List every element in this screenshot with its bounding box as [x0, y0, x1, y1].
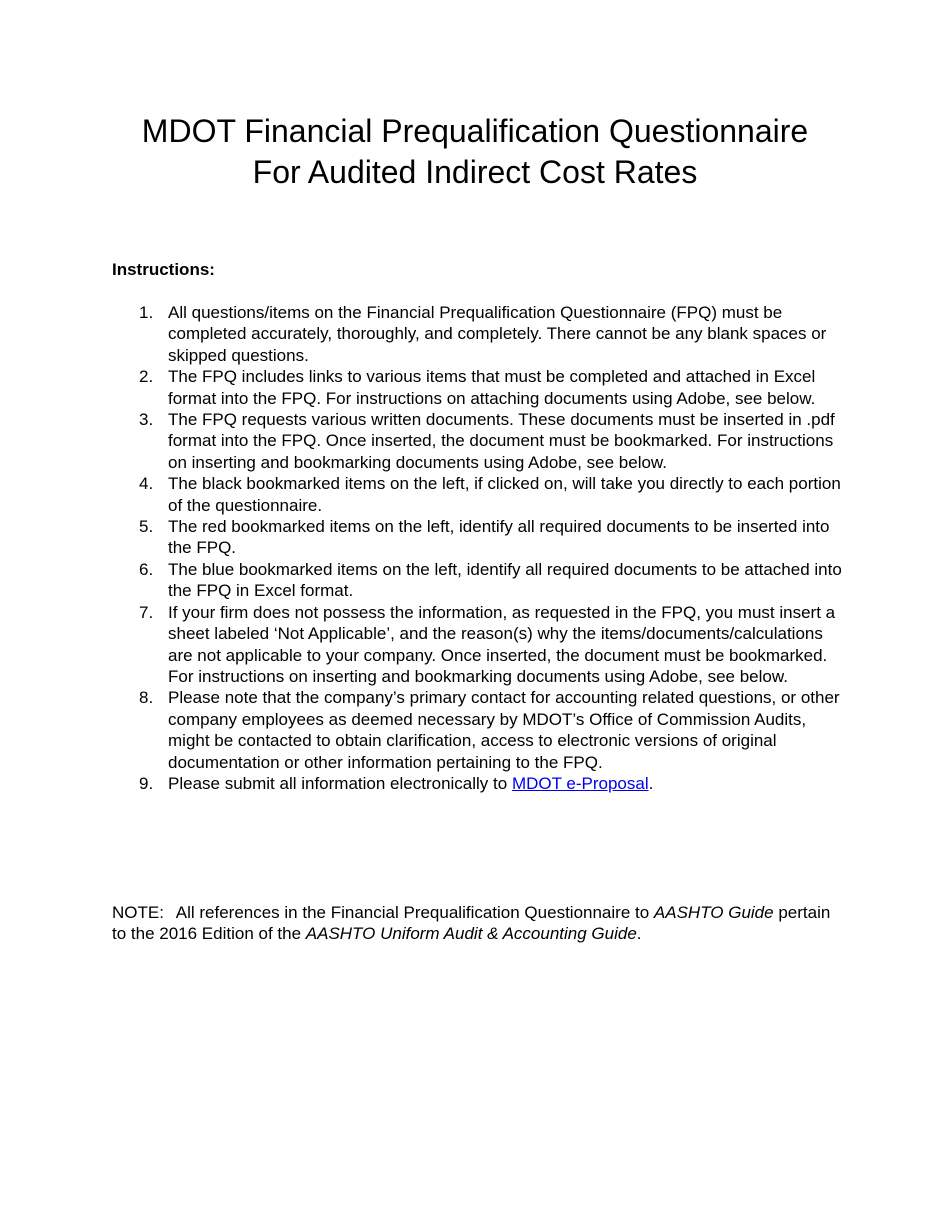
instruction-item-7 [112, 602, 842, 688]
instruction-item-4 [112, 473, 842, 516]
item-text-end: . [648, 773, 654, 793]
note-text: All references in the Financial Prequalification Questionnaire to [175, 903, 654, 922]
item-number: 8. [139, 688, 154, 708]
note-label: NOTE: [112, 903, 164, 922]
item-text: The FPQ includes links to various items that must be completed and attached in Excel format into the FPQ. For instructions on attaching documents using Adobe, see below. [168, 367, 816, 408]
instructions-heading: Instructions: [112, 260, 215, 279]
note-text-end: . [636, 924, 642, 944]
note-italic-guide: AASHTO Guide [653, 903, 774, 922]
item-number: 4. [139, 474, 154, 494]
item-number: 6. [139, 559, 154, 579]
item-text: The FPQ requests various written documents. These documents must be inserted in .pdf format into the FPQ. Once inserted, the document must be bookmarked. For instructions on inserting and bookmarking documents using Adobe, see below. [168, 410, 835, 472]
instruction-item-5 [112, 516, 842, 559]
instructions-list [112, 302, 842, 794]
item-text: Please note that the company’s primary contact for accounting related questions, or other company employees as deemed necessary by MDOT’s Office of Commission Audits, might be contacted to obtain clarification, access to electronic versions of original documentation or other information pertaining to the FPQ. [168, 688, 840, 772]
item-number: 7. [139, 602, 154, 622]
item-text: If your firm does not possess the information, as requested in the FPQ, you must insert a sheet labeled ‘Not Applicable’, and the reason(s) why the items/documents/calculations are not applicable to your company. Once inserted, the document must be bookmarked. For instructions on inserting and bookmarking documents using Adobe, see below. [168, 602, 836, 686]
note-text: pertain to the 2016 Edition of the [112, 903, 831, 944]
title-line-2: For Audited Indirect Cost Rates [252, 154, 698, 190]
item-text: The black bookmarked items on the left, if clicked on, will take you directly to each portion of the questionnaire. [168, 474, 841, 515]
title-line-1: MDOT Financial Prequalification Questionnaire [141, 113, 809, 149]
item-number: 5. [139, 517, 154, 537]
item-number: 9. [139, 773, 154, 793]
instruction-item-8 [112, 687, 842, 773]
instruction-item-9 [112, 773, 842, 794]
instruction-item-2 [112, 366, 842, 409]
instruction-item-6 [112, 559, 842, 602]
instruction-item-1 [112, 302, 842, 366]
note-italic-title: AASHTO Uniform Audit & Accounting Guide [305, 924, 637, 944]
item-number: 2. [139, 367, 154, 387]
item-text: Please submit all information electronically to [168, 773, 512, 793]
note-paragraph [112, 902, 832, 945]
page-title [0, 111, 950, 193]
item-text: The blue bookmarked items on the left, identify all required documents to be attached into the FPQ in Excel format. [168, 559, 842, 601]
item-text: The red bookmarked items on the left, identify all required documents to be inserted into the FPQ. [168, 517, 830, 558]
mdot-e-proposal-link[interactable]: MDOT e-Proposal [511, 773, 649, 793]
instruction-item-3 [112, 409, 842, 473]
item-number: 3. [139, 410, 154, 430]
item-text: All questions/items on the Financial Prequalification Questionnaire (FPQ) must be completed accurately, thoroughly, and completely. There cannot be any blank spaces or skipped questions. [168, 303, 827, 365]
item-number: 1. [139, 303, 154, 322]
